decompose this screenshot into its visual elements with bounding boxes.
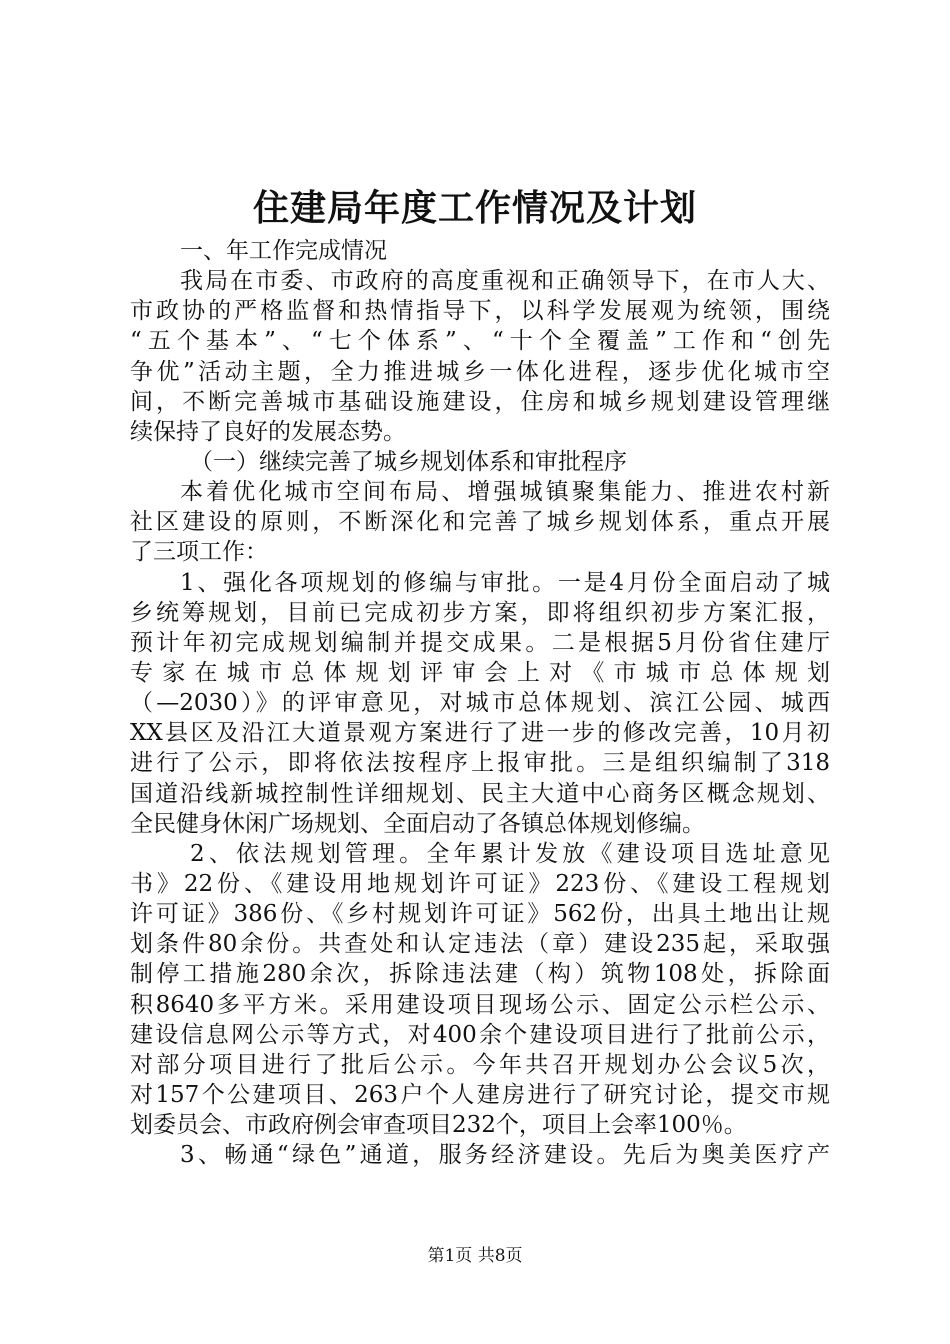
document-body (130, 236, 830, 1170)
paragraph-line: 社区建设的原则，不断深化和完善了城乡规划体系，重点开展 (130, 509, 830, 536)
paragraph-line: （—2030）》的评审意见，对城市总体规划、滨江公园、城西 (130, 690, 830, 717)
paragraph-line: 1、强化各项规划的修编与审批。一是4月份全面启动了城 (180, 569, 830, 596)
paragraph-line: 积8640多平方米。采用建设项目现场公示、固定公示栏公示、 (130, 991, 830, 1018)
paragraph-line: 划条件80余份。共查处和认定违法（章）建设235起，采取强 (130, 931, 830, 958)
paragraph-line: 争优”活动主题，全力推进城乡一体化进程，逐步优化城市空 (130, 358, 830, 385)
paragraph-line: 3、畅通“绿色”通道，服务经济建设。先后为奥美医疗产 (180, 1142, 830, 1169)
paragraph-line: 了三项工作： (130, 539, 268, 566)
page-footer: 第1页 共8页 (427, 1246, 523, 1266)
paragraph-line: “五个基本”、“七个体系”、“十个全覆盖”工作和“创先 (130, 328, 830, 355)
paragraph-line: 书》22份、《建设用地规划许可证》223份、《建设工程规划 (130, 870, 830, 897)
paragraph-line: 我局在市委、市政府的高度重视和正确领导下，在市人大、 (180, 268, 830, 295)
paragraph-line: 划委员会、市政府例会审查项目232个，项目上会率100％。 (130, 1112, 747, 1139)
paragraph-line: 预计年初完成规划编制并提交成果。二是根据5月份省住建厅 (130, 629, 830, 656)
paragraph-line: XX县区及沿江大道景观方案进行了进一步的修改完善，10月初 (130, 720, 830, 747)
paragraph-line: 进行了公示，即将依法按程序上报审批。三是组织编制了318 (130, 750, 830, 777)
document-title: 住建局年度工作情况及计划 (252, 187, 697, 229)
paragraph-line: 专家在城市总体规划评审会上对《市城市总体规划 (130, 659, 830, 686)
paragraph-line: 续保持了良好的发展态势。 (130, 418, 406, 445)
paragraph-line: 制停工措施280余次，拆除违法建（构）筑物108处，拆除面 (130, 961, 830, 988)
section-heading: 一、年工作完成情况 (180, 238, 387, 264)
paragraph-line: 对部分项目进行了批后公示。今年共召开规划办公会议5次， (130, 1051, 830, 1078)
paragraph-line: 本着优化城市空间布局、增强城镇聚集能力、推进农村新 (180, 479, 830, 506)
paragraph-line: 国道沿线新城控制性详细规划、民主大道中心商务区概念规划、 (130, 780, 830, 807)
paragraph-line: 对157个公建项目、263户个人建房进行了研究讨论，提交市规 (130, 1081, 830, 1108)
paragraph-line: 2、依法规划管理。全年累计发放《建设项目选址意见 (190, 840, 830, 867)
paragraph-line: 全民健身休闲广场规划、全面启动了各镇总体规划修编。 (130, 810, 705, 837)
paragraph-line: 市政协的严格监督和热情指导下，以科学发展观为统领，围绕 (130, 298, 830, 325)
paragraph-line: 间，不断完善城市基础设施建设，住房和城乡规划建设管理继 (130, 388, 830, 415)
subsection-heading: （一）继续完善了城乡规划体系和审批程序 (190, 448, 627, 475)
paragraph-line: 乡统筹规划，目前已完成初步方案，即将组织初步方案汇报， (130, 599, 830, 626)
paragraph-line: 许可证》386份、《乡村规划许可证》562份，出具土地出让规 (130, 901, 830, 928)
paragraph-line: 建设信息网公示等方式，对400余个建设项目进行了批前公示， (130, 1021, 830, 1048)
